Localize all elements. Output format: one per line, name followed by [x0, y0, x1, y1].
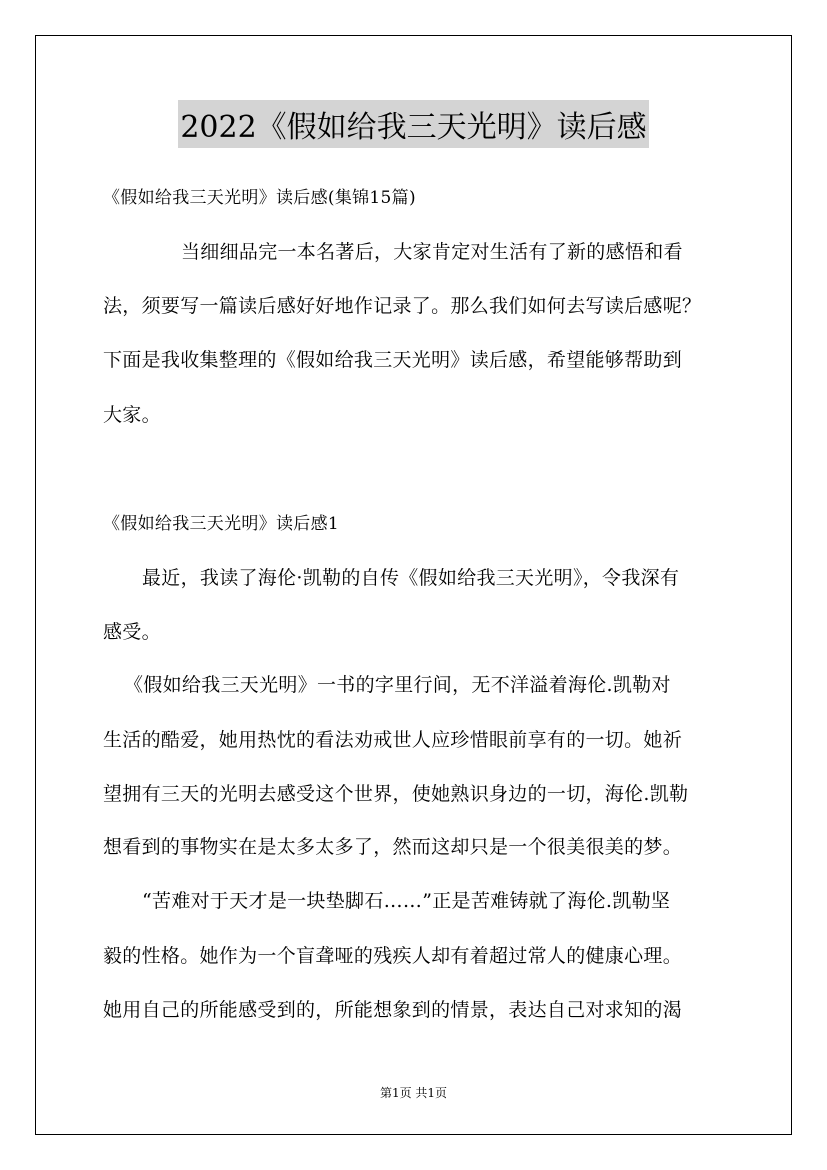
intro-line-2: 法，须要写一篇读后感好好地作记录了。那么我们如何去写读后感呢？	[103, 295, 702, 317]
document-title: 2022《假如给我三天光明》读后感	[178, 100, 648, 148]
section-heading: 《假如给我三天光明》读后感1	[103, 514, 340, 534]
body-line-6: 想看到的事物实在是太多太多了，然而这却只是一个很美很美的梦。	[103, 836, 683, 858]
document-subtitle: 《假如给我三天光明》读后感(集锦15篇)	[103, 188, 416, 208]
body-line-1: 最近，我读了海伦·凯勒的自传《假如给我三天光明》，令我深有	[142, 567, 680, 589]
intro-line-4: 大家。	[103, 404, 161, 426]
body-line-3: 《假如给我三天光明》一书的字里行间，无不洋溢着海伦.凯勒对	[124, 674, 671, 696]
page-footer: 第1页 共1页	[379, 1086, 448, 1100]
body-line-7: “苦难对于天才是一块垫脚石……”正是苦难铸就了海伦.凯勒坚	[142, 890, 671, 912]
body-line-9: 她用自己的所能感受到的，所能想象到的情景，表达自己对求知的渴	[103, 999, 683, 1021]
body-line-4: 生活的酷爱，她用热忱的看法劝戒世人应珍惜眼前享有的一切。她祈	[103, 729, 683, 751]
body-line-2: 感受。	[103, 621, 161, 643]
body-line-5: 望拥有三天的光明去感受这个世界，使她熟识身边的一切，海伦.凯勒	[103, 783, 689, 805]
intro-line-3: 下面是我收集整理的《假如给我三天光明》读后感，希望能够帮助到	[103, 349, 683, 371]
body-line-8: 毅的性格。她作为一个盲聋哑的残疾人却有着超过常人的健康心理。	[103, 945, 683, 967]
intro-line-1: 当细细品完一本名著后，大家肯定对生活有了新的感悟和看	[181, 241, 683, 263]
title-container	[0, 100, 827, 148]
